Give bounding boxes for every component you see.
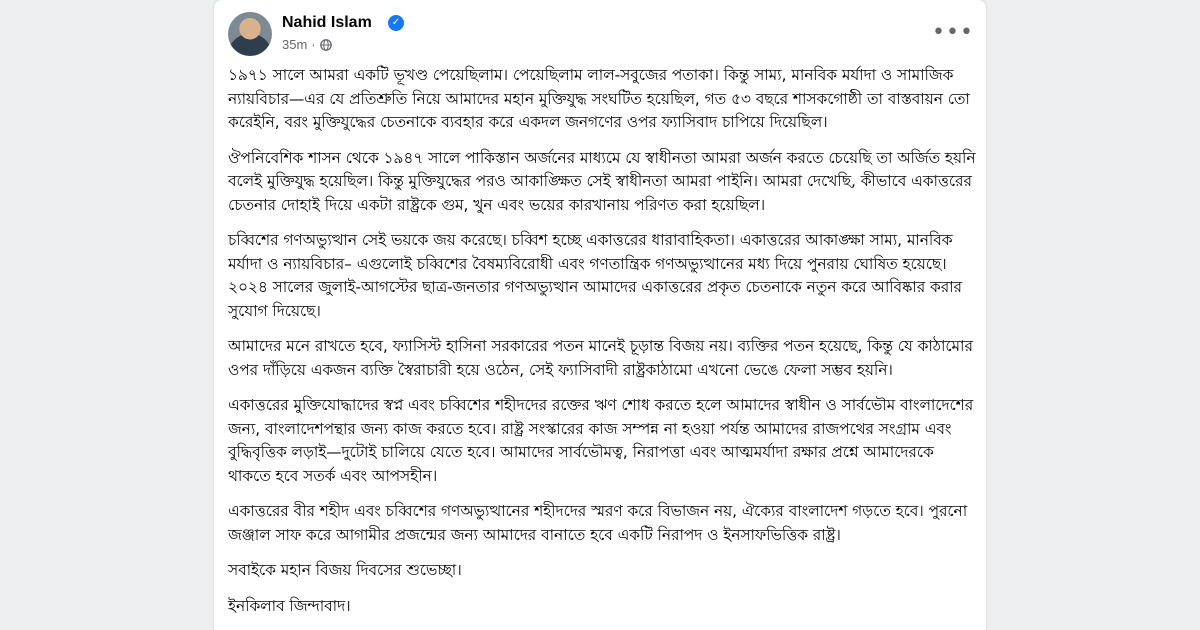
author-avatar[interactable] [228, 12, 272, 56]
post-paragraph: আমাদের মনে রাখতে হবে, ফ্যাসিস্ট হাসিনা সরকারের পতন মানেই চূড়ান্ত বিজয় নয়। ব্যক্তির পতন হয়েছে, কিন্তু যে কাঠামোর ওপর দাঁড়িয়ে একজন ব্যক্তি স্বৈরাচারী হয়ে ওঠেন, সেই ফ্যাসিবাদী রাষ্ট্রকাঠামো এখনো ভেঙে ফেলা সম্ভব হয়নি। [228, 337, 973, 379]
post-paragraph: সবাইকে মহান বিজয় দিবসের শুভেচ্ছা। [228, 561, 462, 579]
post-paragraph: একাত্তরের মুক্তিযোদ্ধাদের স্বপ্ন এবং চব্বিশের শহীদদের রক্তের ঋণ শোধ করতে হলে আমাদের স্বাধীন ও সার্বভৌম বাংলাদেশের জন্য, বাংলাদেশপন্থার জন্য কাজ করতে হবে। রাষ্ট্র সংস্কারের কাজ সম্পন্ন না হওয়া পর্যন্ত আমাদের রাজপথের সংগ্রাম এবং বুদ্ধিবৃত্তিক লড়াই—দুটোই চালিয়ে যেতে হবে। আমাদের সার্বভৌমত্ব, নিরাপত্তা এবং আত্মমর্যাদা রক্ষার প্রশ্নে আমাদেরকে থাকতে হবে সতর্ক এবং আপসহীন। [228, 396, 974, 485]
post-card [214, 0, 986, 630]
post-header [228, 12, 972, 56]
post-paragraph: ইনকিলাব জিন্দাবাদ। [228, 596, 351, 615]
post-paragraph: চব্বিশের গণঅভ্যুত্থান সেই ভয়কে জয় করেছে। চব্বিশ হচ্ছে একাত্তরের ধারাবাহিকতা। একাত্তরের আকাঙ্ক্ষা সাম্য, মানবিক মর্যাদা ও ন্যায়বিচার– এগুলোই চব্বিশের বৈষম্যবিরোধী এবং গণতান্ত্রিক গণঅভ্যুত্থানের মধ্য দিয়ে পুনরায় ঘোষিত হয়েছে। ২০২৪ সালের জুলাই-আগস্টের ছাত্র-জনতার গণঅভ্যুত্থান আমাদের একাত্তরের প্রকৃত চেতনাকে নতুন করে আবিষ্কার করার সুযোগ দিয়েছে। [228, 231, 962, 320]
post-paragraph: ঔপনিবেশিক শাসন থেকে ১৯৪৭ সালে পাকিস্তান অর্জনের মাধ্যমে যে স্বাধীনতা আমরা অর্জন করতে চেয়েছি তা অর্জিত হয়নি বলেই মুক্তিযুদ্ধ হয়েছিল। কিন্তু মুক্তিযুদ্ধের পরও আকাঙ্ক্ষিত সেই স্বাধীনতা আমরা পাইনি। আমরা দেখেছি, কীভাবে একাত্তরের চেতনার দোহাই দিয়ে একটা রাষ্ট্রকে গুম, খুন এবং ভয়ের কারখানায় পরিণত করা হয়েছিল। [228, 148, 976, 214]
background-left [0, 0, 214, 630]
more-options-icon[interactable]: ••• [932, 20, 974, 45]
post-paragraph: একাত্তরের বীর শহীদ এবং চব্বিশের গণঅভ্যুত্থানের শহীদদের স্মরণ করে বিভাজন নয়, ঐক্যের বাংলাদেশ গড়তে হবে। পুরনো জঞ্জাল সাফ করে আগামীর প্রজন্মের জন্য আমাদের বানাতে হবে একটি নিরাপদ ও ইনসাফভিত্তিক রাষ্ট্র। [228, 502, 968, 544]
author-name[interactable]: Nahid Islam [282, 14, 372, 31]
globe-icon[interactable] [320, 39, 332, 51]
verified-badge-icon: ✓ [388, 15, 404, 31]
background-right [986, 0, 1200, 630]
post-paragraph: ১৯৭১ সালে আমরা একটি ভূখণ্ড পেয়েছিলাম। পেয়েছিলাম লাল-সবুজের পতাকা। কিন্তু সাম্য, মানবিক মর্যাদা ও সামাজিক ন্যায়বিচার—এর যে প্রতিশ্রুতি নিয়ে আমাদের মহান মুক্তিযুদ্ধ সংঘটিত হয়েছিল, গত ৫৩ বছরে শাসকগোষ্ঠী তা বাস্তবায়ন তো করেইনি, বরং মুক্তিযুদ্ধের চেতনাকে ব্যবহার করে একদল জনগণের ওপর ফ্যাসিবাদ চাপিয়ে দিয়েছিল। [228, 66, 970, 131]
post-meta [282, 37, 332, 52]
post-timestamp[interactable]: 35m [282, 37, 308, 52]
meta-separator: · [311, 37, 316, 52]
post-body [228, 64, 978, 630]
